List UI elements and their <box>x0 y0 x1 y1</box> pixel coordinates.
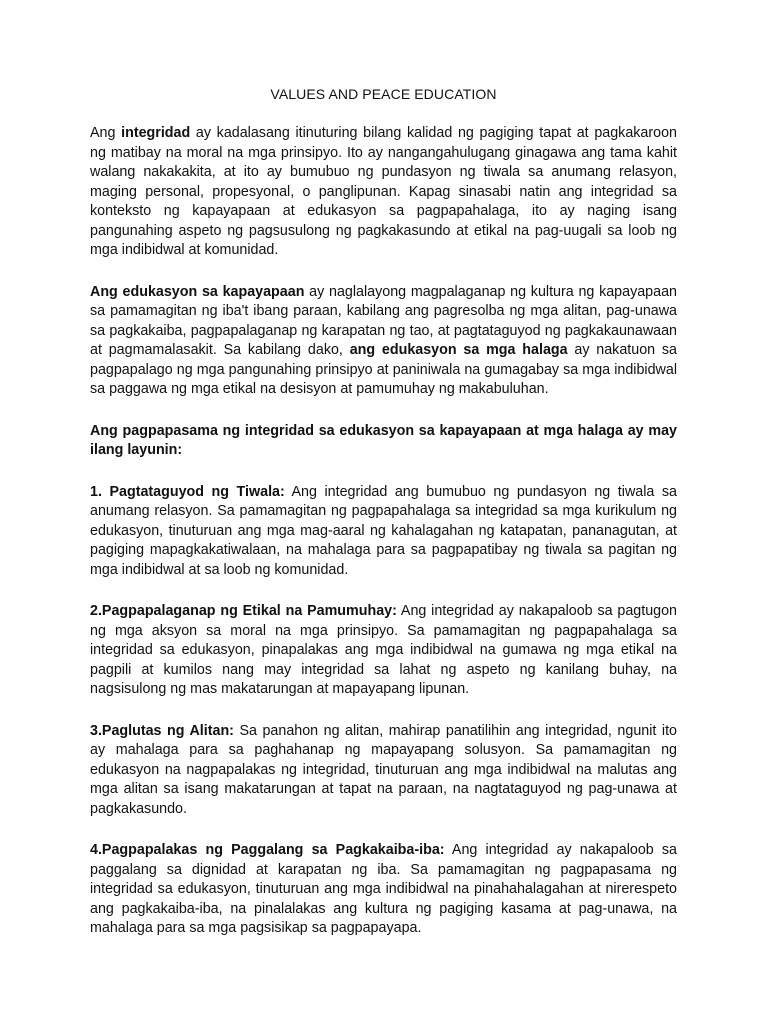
paragraph-item-3 <box>90 722 677 820</box>
bold-term: integridad <box>121 125 191 141</box>
text: ay naglalayong magpalaganap ng kultura ng kapayapaan sa pamamagitan ng iba't ibang paraan, kabilang ang pagresolba ng mga alitan, pag-unawa sa pagkakaiba, pagpapalaganap ng karapatan ng tao, at pagtataguyod ng pagkakaunawaan at pagmamalasakit. Sa kabilang dako, <box>90 283 677 358</box>
text: Ang integridad ay nakapaloob sa pagtugon ng mga aksyon sa moral na mga prinsipyo. Sa pamamagitan ng pagpapahalaga sa integridad sa edukasyon, pinapalakas ang mga indibidwal na gumawa ng mga etikal na pagpili at kumilos nang may integridad sa lahat ng aspeto ng kanilang buhay, na nagsisulong ng mas makatarungan at mapayapang lipunan. <box>90 603 678 697</box>
bold-term: ang edukasyon sa mga halaga <box>349 342 568 358</box>
document-title: VALUES AND PEACE EDUCATION <box>270 86 497 102</box>
text: Ang integridad ang bumubuo ng pundasyon ng tiwala sa anumang relasyon. Sa pamamagitan ng pagpapahalaga sa integridad sa mga kurikulum ng edukasyon, tinuturuan ang mga mag-aaral ng kahalagahan ng katapatan, pananagutan, at pagiging mapagkakatiwalaan, na mahalaga para sa pagpapatibay ng tiwala sa pagitan ng mga indibidwal at sa loob ng komunidad. <box>90 483 677 578</box>
text: ay nakatuon sa pagpapalago ng mga pangunahing prinsipyo at paniniwala na gumagabay sa mga indibidwal sa paggawa ng mga etikal na desisyon at pamumuhay ng makabuluhan. <box>90 342 678 397</box>
item-heading: 1. Pagtataguyod ng Tiwala: <box>90 483 285 500</box>
item-heading: 2.Pagpapalaganap ng Etikal na Pamumuhay: <box>90 603 397 619</box>
text: Ang integridad ay nakapaloob sa paggalang sa dignidad at karapatan ng iba. Sa pamamagitan ng pagpapasama ng integridad sa edukasyon, tinuturuan ang mga indibidwal na pinahahalagahan at nirerespeto ang pagkakaiba-iba, na pinalalakas ang kultura ng pagiging kasama at pag-unawa, na mahalaga para sa mga pagsisikap sa pagpapayapa. <box>90 842 678 936</box>
paragraph-item-1 <box>90 483 677 581</box>
paragraph-item-4 <box>90 841 677 939</box>
text: ay kadalasang itinuturing bilang kalidad ng pagiging tapat at pagkakaroon ng matibay na moral na mga prinsipyo. Ito ay nangangahulugang ginagawa ang tama kahit walang nakakakita, at ito ay bumubuo ng pundasyon ng tiwala sa anumang relasyon, maging personal, propesyonal, o panglipunan. Kapag sinasabi natin ang integridad sa konteksto ng kapayapaan at edukasyon sa pagpapahalaga, ito ay naging isang pangunahing aspeto ng pagsusulong ng pagkakasundo at etikal na pag-uugali sa loob ng mga indibidwal at komunidad. <box>90 125 677 258</box>
paragraph-item-2 <box>90 602 677 700</box>
item-heading: 4.Pagpapalakas ng Paggalang sa Pagkakaiba-iba: <box>90 842 445 858</box>
text: Sa panahon ng alitan, mahirap panatilihin ang integridad, ngunit ito ay mahalaga para sa paghahanap ng mapayapang solusyon. Sa pamamagitan ng edukasyon na nagpapalakas ng integridad, tinuturuan ang mga indibidwal na malutas ang mga alitan sa isang makatarungan at tapat na paraan, na nagtataguyod ng pag-unawa at pagkakasundo. <box>90 722 677 817</box>
paragraph-integridad <box>90 124 677 261</box>
document-page <box>90 86 677 961</box>
paragraph-layunin <box>90 422 677 461</box>
paragraph-edukasyon <box>90 283 677 400</box>
bold-heading: Ang pagpapasama ng integridad sa edukasyon sa kapayapaan at mga halaga ay may ilang layunin: <box>90 422 677 458</box>
bold-term: Ang edukasyon sa kapayapaan <box>90 283 305 300</box>
item-heading: 3.Paglutas ng Alitan: <box>90 722 234 739</box>
text: Ang <box>90 125 122 141</box>
